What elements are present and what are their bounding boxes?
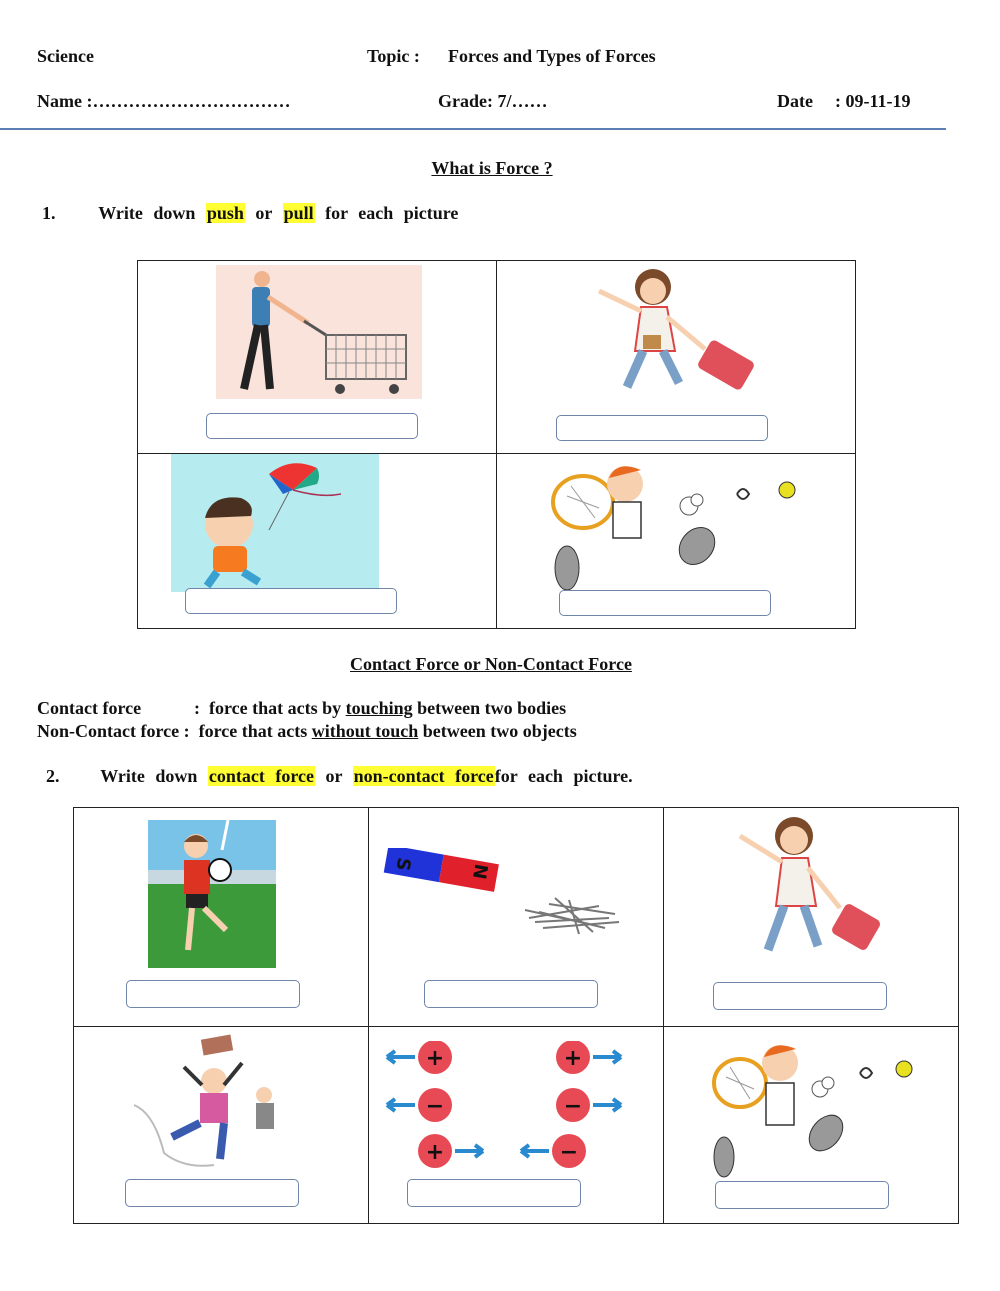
svg-text:−: − xyxy=(559,1140,579,1165)
girl-pulling-suitcase-image xyxy=(579,265,769,399)
cell-falling-man xyxy=(74,1027,369,1224)
electric-charges-image xyxy=(379,1041,659,1171)
magnet-n-label: N xyxy=(470,862,494,882)
section2-title: Contact Force or Non-Contact Force xyxy=(350,654,632,674)
answer-box-7[interactable] xyxy=(713,982,887,1010)
svg-text:+: + xyxy=(425,1140,445,1165)
girl-pulling-suitcase-image-2 xyxy=(730,812,890,962)
answer-box-8[interactable] xyxy=(125,1179,299,1207)
question1: 1. Write down push or pull for each picture xyxy=(42,203,459,223)
answer-box-10[interactable] xyxy=(715,1181,889,1209)
date-label: Date xyxy=(777,91,813,111)
keyword-without-touch: without touch xyxy=(311,721,419,741)
cell-cart xyxy=(138,261,497,454)
name-field[interactable]: Name :…………………………… xyxy=(37,91,291,111)
picture-table-1 xyxy=(137,260,856,629)
svg-text:−: − xyxy=(425,1094,445,1119)
answer-box-6[interactable] xyxy=(424,980,598,1008)
cell-tennis xyxy=(497,454,856,629)
cell-girl-suitcase xyxy=(497,261,856,454)
cell-girl-suitcase-2 xyxy=(664,808,959,1027)
highlight-pull: pull xyxy=(283,203,314,223)
boy-kicking-ball-image xyxy=(148,820,276,968)
answer-box-3[interactable] xyxy=(185,588,397,614)
subject-label: Science xyxy=(37,46,94,66)
highlight-non-contact-force: non-contact force xyxy=(353,766,494,786)
definition-contact: Contact force xyxy=(37,698,142,718)
tennis-player-image-2 xyxy=(710,1033,930,1181)
date-value: : 09-11-19 xyxy=(835,91,911,111)
svg-text:+: + xyxy=(425,1046,445,1071)
section1-title: What is Force ? xyxy=(431,158,553,178)
picture-table-2 xyxy=(73,807,959,1224)
highlight-push: push xyxy=(206,203,244,223)
cell-football xyxy=(74,808,369,1027)
answer-box-5[interactable] xyxy=(126,980,300,1008)
magnet-and-nails-image xyxy=(379,848,659,948)
cell-charges xyxy=(369,1027,664,1224)
cell-magnet xyxy=(369,808,664,1027)
definition-contact-text: : force that acts by touching between two bodies xyxy=(194,698,567,718)
man-hit-by-brick-image xyxy=(124,1033,294,1173)
man-pushing-cart-image xyxy=(216,265,422,399)
svg-text:−: − xyxy=(563,1094,583,1119)
grade-field[interactable]: Grade: 7/…… xyxy=(438,91,548,111)
magnet-s-label: S xyxy=(391,855,415,873)
answer-box-4[interactable] xyxy=(559,590,771,616)
question1-number: 1. xyxy=(42,203,56,223)
question2-number: 2. xyxy=(46,766,60,786)
cell-kite xyxy=(138,454,497,629)
answer-box-1[interactable] xyxy=(206,413,418,439)
header-divider xyxy=(0,128,946,130)
cell-tennis-2 xyxy=(664,1027,959,1224)
question2: 2. Write down contact force or non-contact forcefor each picture. xyxy=(46,766,633,786)
tennis-player-image xyxy=(547,456,807,590)
topic-label: Topic : xyxy=(367,46,420,66)
topic-value: Forces and Types of Forces xyxy=(448,46,656,66)
answer-box-9[interactable] xyxy=(407,1179,581,1207)
highlight-contact-force: contact force xyxy=(208,766,314,786)
boy-flying-kite-image xyxy=(171,454,379,592)
answer-box-2[interactable] xyxy=(556,415,768,441)
svg-text:+: + xyxy=(563,1046,583,1071)
keyword-touching: touching xyxy=(345,698,413,718)
definition-non-contact: Non-Contact force : force that acts without touch between two objects xyxy=(37,721,577,741)
